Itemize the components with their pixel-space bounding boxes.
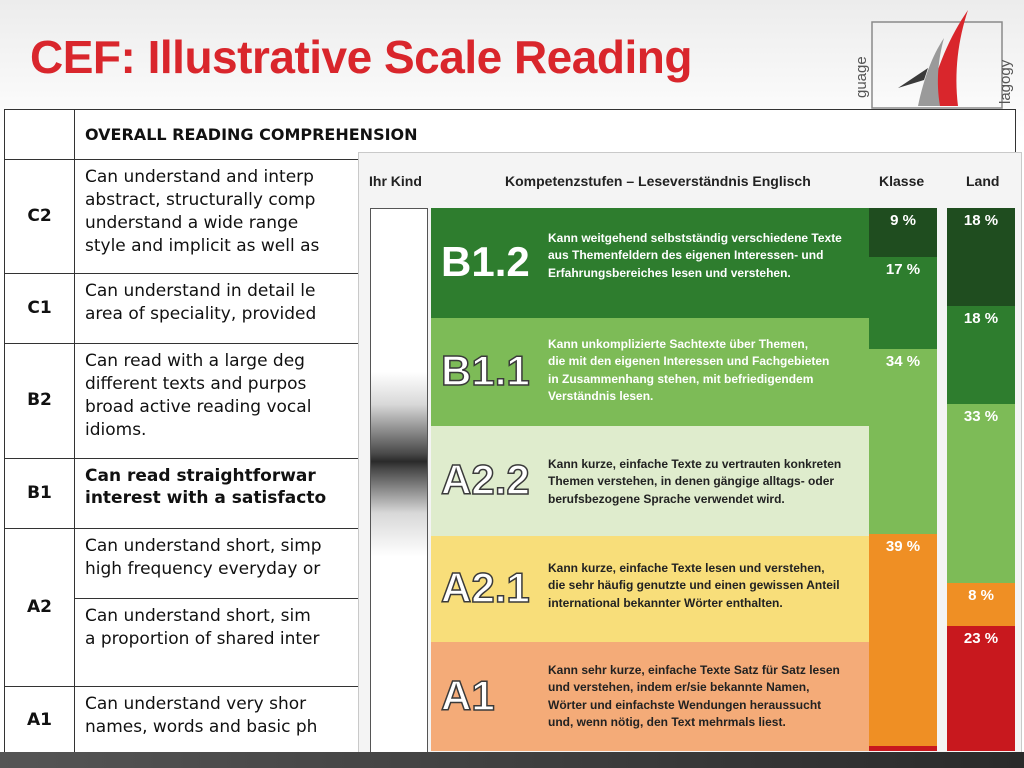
level-cell-a2: A2 [5,528,75,686]
competence-header: Kompetenzstufen – Leseverständnis Englisch [505,173,811,189]
level-cell-b2: B2 [5,344,75,458]
level-band-a2-1 [431,536,871,642]
descriptor-cell-a1: Can understand very shor names, words and basic ph [75,686,1016,754]
klasse-segment [869,534,937,746]
level-band-b1-2 [431,208,871,318]
header-level-cell [5,110,75,160]
ihr-kind-header: Ihr Kind [369,173,422,189]
land-segment [947,583,1015,626]
level-band-a2-2 [431,426,871,536]
logo-right-text: lagogy [997,59,1014,104]
land-percent-label: 23 % [963,630,999,647]
level-description: Kann weitgehend selbstständig verschiedene Texte aus Themenfeldern des eigenen Interessen- und Erfahrungsbereiches lesen und verstehen. [548,231,842,280]
level-code: A2.1 [441,564,530,611]
klasse-percent-label: 34 % [885,353,921,370]
land-segment [947,208,1015,306]
klasse-segment [869,257,937,349]
descriptor-cell-a2: Can understand short, sim a proportion of shared inter [75,598,1016,686]
level-code: A1 [441,671,495,719]
land-percent-label: 8 % [968,587,994,604]
ihr-kind-gauge [370,208,428,753]
klasse-bar [869,208,937,751]
level-description: Kann kurze, einfache Texte lesen und verstehen, die sehr häufig genutzte und einen gewissen Anteil international bekannter Wörter enthalten. [548,561,840,610]
klasse-percent-label: 39 % [885,538,921,555]
competence-levels [431,208,871,751]
klasse-segment [869,746,937,751]
land-bar [947,208,1015,751]
level-description: Kann kurze, einfache Texte zu vertrauten konkreten Themen verstehen, in denen gängige alltags- oder berufsbezogene Sprache verwendet wird. [548,457,842,506]
klasse-segment [869,208,937,257]
klasse-percent-label: 17 % [885,261,921,278]
logo-left-text: guage [853,56,870,98]
level-description: Kann unkomplizierte Sachtexte über Themen, die mit den eigenen Interessen und Fachgebieten in Zusammenhang stehen, mit befriedigendem Verständnis lesen. [548,337,830,404]
bottom-bar [0,752,1024,768]
slide-title: CEF: Illustrative Scale Reading [30,31,692,83]
descriptor-cell-c2: Can understand and interp abstract, structurally comp understand a wide range style and implicit as well as [75,160,1016,274]
land-segment [947,306,1015,404]
land-segment [947,626,1015,751]
klasse-segment [869,349,937,534]
descriptor-cell-c1: Can understand in detail le area of speciality, provided [75,274,1016,344]
language-pedagogy-logo-icon [853,8,1018,108]
level-description: Kann sehr kurze, einfache Texte Satz für Satz lesen und verstehen, indem er/sie bekannte Namen, Wörter und einfachste Wendungen heraussucht und, wenn nötig, den Text mehrmals liest. [548,663,840,730]
level-cell-c2: C2 [5,160,75,274]
level-code: B1.1 [441,347,530,394]
klasse-percent-label: 9 % [890,212,916,229]
level-code: A2.2 [441,456,530,503]
header-title-cell: OVERALL READING COMPREHENSION [75,110,1016,160]
descriptor-cell-b2: Can read with a large deg different texts and purpos broad active reading vocal idioms. [75,344,1016,458]
descriptor-cell-b1: Can read straightforwar interest with a satisfacto [75,458,1016,528]
land-percent-label: 18 % [963,212,999,229]
land-header: Land [966,173,1000,189]
competence-infographic [358,152,1022,764]
level-code: B1.2 [441,238,530,285]
descriptor-cell-a2: Can understand short, simp high frequency everyday or [75,528,1016,598]
level-cell-b1: B1 [5,458,75,528]
klasse-header: Klasse [879,173,925,189]
level-cell-a1: A1 [5,686,75,754]
land-percent-label: 18 % [963,310,999,327]
land-segment [947,404,1015,583]
land-percent-label: 33 % [963,408,999,425]
level-band-b1-1 [431,318,871,426]
level-band-a1 [431,642,871,751]
level-cell-c1: C1 [5,274,75,344]
